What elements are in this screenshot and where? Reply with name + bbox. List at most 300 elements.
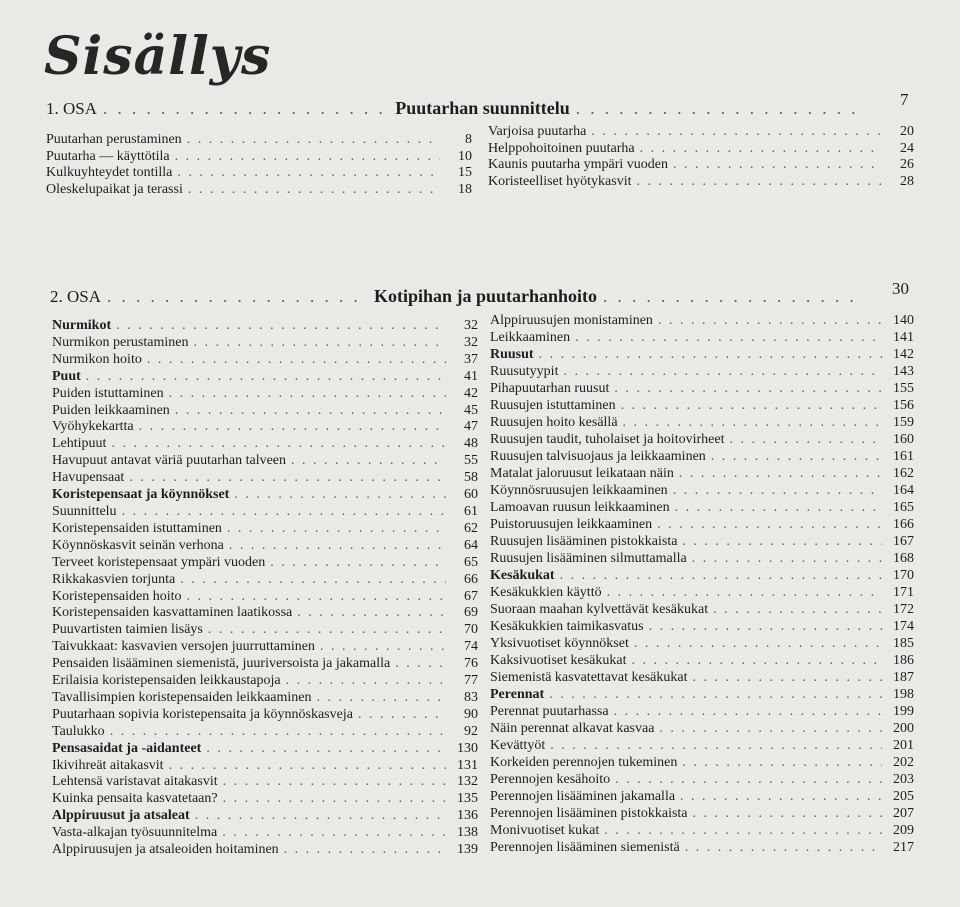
toc-entry-title: Koristepensaiden istuttaminen: [52, 520, 222, 536]
toc-entry: [46, 149, 472, 166]
toc-entry-title: Ikivihreät aitakasvit: [52, 757, 164, 773]
leader-dots: [227, 521, 446, 538]
toc-page-number: 61: [464, 503, 478, 519]
part1-right-column: [488, 124, 914, 190]
leader-dots: [692, 550, 882, 567]
toc-entry-title: Taivukkaat: kasvavien versojen juurruttaminen: [52, 639, 315, 655]
toc-entry-title: Vasta-alkajan työsuunnitelma: [52, 825, 218, 841]
toc-entry: [52, 758, 478, 775]
leader-dots: [640, 141, 882, 158]
toc-page-number: 140: [893, 313, 914, 328]
toc-entry-title: Alppiruusujen monistaminen: [490, 313, 653, 328]
part2-title: Kotipihan ja puutarhanhoito: [373, 286, 598, 306]
toc-page-number: 209: [893, 823, 914, 838]
toc-page-number: 203: [893, 772, 914, 787]
toc-entry: [52, 656, 478, 673]
leader-dots: [675, 499, 882, 516]
leader-dots: [180, 572, 446, 589]
toc-page-number: 55: [464, 453, 478, 469]
toc-entry-title: Vyöhykekartta: [52, 419, 134, 435]
toc-entry: [52, 436, 478, 453]
toc-entry: [52, 403, 478, 420]
toc-page-number: 32: [464, 318, 478, 333]
toc-page-number: 37: [464, 351, 478, 367]
toc-page-number: 130: [457, 740, 478, 756]
leader-dots: [110, 724, 446, 741]
leader-dots: [575, 329, 882, 346]
toc-entry: [490, 771, 914, 788]
toc-entry: [52, 724, 478, 741]
toc-entry: [52, 639, 478, 656]
toc-entry: [52, 521, 478, 538]
toc-page-number: 207: [893, 806, 914, 821]
toc-entry-title: Puutarhan perustaminen: [46, 132, 182, 147]
part1-label: 1. OSA: [46, 99, 98, 118]
toc-entry-title: Koristepensaiden hoito: [52, 588, 182, 604]
toc-entry: [52, 453, 478, 470]
toc-entry-title: Taulukko: [52, 723, 105, 739]
toc-page-number: 186: [893, 653, 914, 668]
toc-entry-title: Terveet koristepensaat ympäri vuoden: [52, 554, 266, 570]
leader-dots: [297, 605, 446, 622]
leader-dots: [188, 182, 440, 199]
leader-dots: [659, 720, 882, 737]
toc-entry: [52, 690, 478, 707]
toc-entry: [490, 720, 914, 737]
toc-entry-title: Puutarhaan sopivia koristepensaita ja köynnöskasveja: [52, 706, 353, 722]
toc-page-number: 10: [458, 148, 472, 164]
toc-entry: [490, 652, 914, 669]
toc-page-number: 199: [893, 704, 914, 719]
leader-dots: [291, 453, 446, 470]
leader-dots: [175, 403, 446, 420]
toc-entry: [488, 141, 914, 158]
toc-entry: [490, 414, 914, 431]
toc-page-number: 26: [900, 157, 914, 172]
toc-entry-title: Ruusujen lisääminen pistokkaista: [490, 534, 678, 549]
leader-dots: [607, 584, 882, 601]
toc-entry-title: Perennojen lisääminen jakamalla: [490, 789, 676, 804]
leader-dots: [186, 589, 446, 606]
leader-dots: [682, 754, 882, 771]
toc-page-number: 132: [457, 774, 478, 790]
part1-page: 7: [900, 90, 909, 109]
toc-entry: [52, 470, 478, 487]
toc-entry-title: Puiden istuttaminen: [52, 385, 164, 401]
leader-dots: [103, 99, 389, 119]
toc-entry: [490, 822, 914, 839]
toc-section-heading: Perennat: [490, 687, 545, 702]
leader-dots: [139, 419, 446, 436]
leader-dots: [658, 312, 882, 329]
leader-dots: [169, 758, 446, 775]
leader-dots: [631, 652, 882, 669]
leader-dots: [208, 622, 446, 639]
leader-dots: [147, 352, 446, 369]
toc-entry: [490, 703, 914, 720]
toc-page-number: 28: [900, 173, 914, 189]
toc-page-number: 24: [900, 140, 914, 156]
toc-entry-title: Kevättyöt: [490, 738, 546, 753]
toc-entry: [52, 825, 478, 842]
toc-page-number: 41: [464, 368, 478, 384]
leader-dots: [549, 686, 882, 703]
leader-dots: [270, 555, 446, 572]
page-title: Sisällys: [44, 26, 272, 87]
toc-section-heading: Pensasaidat ja -aidanteet: [52, 740, 202, 756]
toc-entry: [490, 737, 914, 754]
leader-dots: [729, 431, 882, 448]
toc-page-number: 8: [465, 132, 472, 147]
leader-dots: [621, 397, 882, 414]
toc-page-number: 185: [893, 636, 914, 651]
toc-page-number: 42: [464, 385, 478, 401]
toc-entry-title: Puistoruusujen leikkaaminen: [490, 517, 653, 532]
toc-page-number: 165: [893, 500, 914, 515]
toc-entry: [46, 165, 472, 182]
part2-header: [50, 286, 870, 307]
leader-dots: [175, 149, 440, 166]
toc-entry: [490, 448, 914, 465]
toc-entry-title: Ruusutyypit: [490, 364, 559, 379]
toc-entry: [490, 601, 914, 618]
toc-entry-title: Siemenistä kasvatettavat kesäkukat: [490, 670, 688, 685]
leader-dots: [657, 516, 882, 533]
toc-section-heading: Koristepensaat ja köynnökset: [52, 487, 230, 503]
leader-dots: [320, 639, 446, 656]
leader-dots: [122, 504, 446, 521]
toc-page-number: 142: [893, 347, 914, 362]
toc-entry: [490, 431, 914, 448]
leader-dots: [614, 703, 882, 720]
leader-dots: [634, 635, 882, 652]
toc-entry: [52, 774, 478, 791]
toc-entry-title: Helppohoitoinen puutarha: [488, 140, 635, 156]
toc-entry: [490, 533, 914, 550]
toc-entry-title: Korkeiden perennojen tukeminen: [490, 755, 678, 770]
toc-page-number: 162: [893, 466, 914, 481]
toc-entry: [52, 842, 478, 859]
toc-entry: [490, 618, 914, 635]
toc-entry: [490, 499, 914, 516]
leader-dots: [187, 132, 440, 149]
toc-entry-title: Kuinka pensaita kasvatetaan?: [52, 791, 218, 807]
toc-entry: [490, 754, 914, 771]
toc-page-number: 201: [893, 738, 914, 753]
toc-entry-title: Ruusujen talvisuojaus ja leikkaaminen: [490, 449, 706, 464]
toc-page-number: 70: [464, 622, 478, 638]
toc-page-number: 77: [464, 673, 478, 689]
leader-dots: [713, 601, 882, 618]
toc-page-number: 45: [464, 402, 478, 418]
leader-dots: [116, 318, 446, 335]
toc-entry-title: Köynnöskasvit seinän verhona: [52, 537, 224, 553]
toc-entry-title: Puuvartisten taimien lisäys: [52, 622, 203, 638]
toc-entry-title: Nurmikon perustaminen: [52, 334, 189, 350]
leader-dots: [563, 363, 882, 380]
toc-page-number: 174: [893, 619, 914, 634]
toc-entry: [490, 363, 914, 380]
toc-entry: [490, 380, 914, 397]
toc-entry: [490, 346, 914, 363]
toc-page-number: 205: [893, 789, 914, 804]
toc-entry-title: Rikkakasvien torjunta: [52, 571, 176, 587]
leader-dots: [550, 737, 882, 754]
part2-page: 30: [892, 279, 909, 298]
toc-page-number: 167: [893, 534, 914, 549]
toc-entry-title: Perennojen kesähoito: [490, 772, 611, 787]
toc-page-number: 166: [893, 517, 914, 532]
toc-entry-title: Lehtipuut: [52, 436, 107, 452]
leader-dots: [169, 386, 446, 403]
toc-entry: [488, 124, 914, 141]
toc-page-number: 74: [464, 639, 478, 655]
toc-entry-title: Suunnittelu: [52, 503, 117, 519]
toc-page-number: 47: [464, 419, 478, 435]
part1-left-column: [46, 132, 472, 198]
toc-entry: [52, 589, 478, 606]
toc-section-heading: Kesäkukat: [490, 568, 555, 583]
toc-page-number: 48: [464, 436, 478, 452]
leader-dots: [223, 791, 446, 808]
toc-section-heading: Nurmikot: [52, 318, 112, 333]
toc-entry: [52, 741, 478, 758]
toc-entry-title: Oleskelupaikat ja terassi: [46, 181, 183, 197]
leader-dots: [229, 538, 446, 555]
toc-page-number: 172: [893, 602, 914, 617]
leader-dots: [623, 414, 882, 431]
toc-page-number: 143: [893, 364, 914, 379]
leader-dots: [673, 157, 882, 174]
toc-entry-title: Köynnösruusujen leikkaaminen: [490, 483, 668, 498]
toc-page-number: 159: [893, 415, 914, 430]
toc-entry: [52, 369, 478, 386]
toc-page-number: 135: [457, 791, 478, 807]
toc-entry: [490, 516, 914, 533]
toc-page-number: 139: [457, 842, 478, 858]
toc-entry-title: Lehtensä varistavat aitakasvit: [52, 774, 218, 790]
leader-dots: [206, 741, 446, 758]
toc-entry: [490, 584, 914, 601]
toc-entry-title: Havupuut antavat väriä puutarhan talveen: [52, 453, 287, 469]
toc-entry-title: Kesäkukkien taimikasvatus: [490, 619, 644, 634]
toc-entry-title: Leikkaaminen: [490, 330, 571, 345]
toc-entry: [52, 386, 478, 403]
leader-dots: [649, 618, 882, 635]
toc-entry-title: Puiden leikkaaminen: [52, 402, 170, 418]
leader-dots: [129, 470, 446, 487]
leader-dots: [107, 287, 368, 307]
toc-section-heading: Puut: [52, 368, 81, 384]
leader-dots: [177, 165, 440, 182]
toc-page-number: 171: [893, 585, 914, 600]
toc-page-number: 164: [893, 483, 914, 498]
toc-page-number: 67: [464, 588, 478, 604]
toc-entry-title: Koristepensaiden kasvattaminen laatikossa: [52, 605, 293, 621]
toc-page-number: 65: [464, 554, 478, 570]
part1-title: Puutarhan suunnittelu: [395, 98, 570, 118]
toc-entry: [52, 605, 478, 622]
toc-entry: [490, 686, 914, 703]
leader-dots: [222, 825, 446, 842]
toc-entry-title: Matalat jaloruusut leikataan näin: [490, 466, 674, 481]
leader-dots: [539, 346, 882, 363]
toc-entry: [490, 397, 914, 414]
toc-entry: [46, 182, 472, 199]
toc-entry: [490, 635, 914, 652]
toc-page-number: 168: [893, 551, 914, 566]
toc-entry: [52, 538, 478, 555]
toc-entry: [488, 174, 914, 191]
toc-page-number: 155: [893, 381, 914, 396]
toc-entry: [52, 622, 478, 639]
toc-entry: [52, 419, 478, 436]
toc-page-number: 32: [464, 334, 478, 350]
toc-page-number: 18: [458, 181, 472, 197]
toc-page-number: 141: [893, 330, 914, 345]
leader-dots: [615, 771, 882, 788]
toc-entry-title: Havupensaat: [52, 470, 125, 486]
toc-entry-title: Lamoavan ruusun leikkaaminen: [490, 500, 670, 515]
toc-entry-title: Perennojen lisääminen siemenistä: [490, 840, 680, 855]
toc-entry: [52, 707, 478, 724]
toc-section-heading: Ruusut: [490, 347, 534, 362]
toc-entry-title: Perennojen lisääminen pistokkaista: [490, 806, 688, 821]
toc-page-number: 160: [893, 432, 914, 447]
toc-entry-title: Puutarha — käyttötila: [46, 148, 170, 164]
toc-page-number: 170: [893, 568, 914, 583]
toc-page-number: 198: [893, 687, 914, 702]
leader-dots: [682, 533, 882, 550]
leader-dots: [711, 448, 882, 465]
toc-page-number: 69: [464, 605, 478, 621]
toc-entry: [490, 805, 914, 822]
toc-page-number: 20: [900, 124, 914, 139]
toc-entry-title: Ruusujen istuttaminen: [490, 398, 616, 413]
toc-entry-title: Monivuotiset kukat: [490, 823, 600, 838]
leader-dots: [358, 707, 446, 724]
toc-entry: [52, 572, 478, 589]
toc-entry-title: Tavallisimpien koristepensaiden leikkaaminen: [52, 689, 312, 705]
leader-dots: [679, 465, 882, 482]
toc-entry: [52, 791, 478, 808]
toc-page-number: 60: [464, 487, 478, 503]
toc-page-number: 200: [893, 721, 914, 736]
leader-dots: [673, 482, 882, 499]
leader-dots: [604, 822, 882, 839]
toc-entry: [490, 329, 914, 346]
toc-section-heading: Alppiruusut ja atsaleat: [52, 808, 190, 824]
toc-entry-title: Kaksivuotiset kesäkukat: [490, 653, 627, 668]
toc-entry-title: Kaunis puutarha ympäri vuoden: [488, 157, 669, 172]
toc-entry: [490, 482, 914, 499]
toc-entry: [490, 312, 914, 329]
leader-dots: [223, 774, 446, 791]
toc-entry-title: Ruusujen taudit, tuholaiset ja hoitovirheet: [490, 432, 725, 447]
toc-entry-title: Kulkuyhteydet tontilla: [46, 165, 173, 180]
toc-entry: [490, 465, 914, 482]
toc-page-number: 58: [464, 470, 478, 486]
toc-page-number: 83: [464, 689, 478, 705]
toc-entry-title: Näin perennat alkavat kasvaa: [490, 721, 655, 736]
toc-entry: [46, 132, 472, 149]
toc-entry-title: Erilaisia koristepensaiden leikkaustapoja: [52, 673, 281, 689]
part1-header: [46, 98, 868, 119]
leader-dots: [284, 842, 446, 859]
toc-entry-title: Koristeelliset hyötykasvit: [488, 173, 632, 189]
toc-entry-title: Pensaiden lisääminen siemenistä, juuriversoista ja jakamalla: [52, 656, 391, 672]
toc-page-number: 76: [464, 656, 478, 672]
leader-dots: [86, 369, 446, 386]
toc-entry: [52, 335, 478, 352]
toc-entry: [52, 504, 478, 521]
toc-entry: [490, 788, 914, 805]
leader-dots: [636, 174, 882, 191]
leader-dots: [685, 839, 882, 856]
toc-page-number: 202: [893, 755, 914, 770]
toc-entry: [490, 669, 914, 686]
toc-entry: [488, 157, 914, 174]
toc-entry: [490, 550, 914, 567]
leader-dots: [576, 99, 862, 119]
leader-dots: [317, 690, 447, 707]
leader-dots: [591, 124, 882, 141]
toc-entry-title: Perennat puutarhassa: [490, 704, 609, 719]
leader-dots: [680, 788, 882, 805]
toc-page-number: 64: [464, 537, 478, 553]
leader-dots: [395, 656, 446, 673]
toc-entry-title: Alppiruusujen ja atsaleoiden hoitaminen: [52, 842, 279, 858]
toc-entry-title: Kesäkukkien käyttö: [490, 585, 602, 600]
leader-dots: [193, 335, 446, 352]
toc-page-number: 161: [893, 449, 914, 464]
part2-right-column: [490, 312, 914, 856]
toc-page-number: 131: [457, 757, 478, 773]
toc-entry: [52, 352, 478, 369]
toc-entry: [52, 318, 478, 335]
toc-page-number: 66: [464, 571, 478, 587]
leader-dots: [195, 808, 446, 825]
toc-page-number: 156: [893, 398, 914, 413]
toc-entry: [52, 555, 478, 572]
toc-page-number: 136: [457, 808, 478, 824]
leader-dots: [111, 436, 446, 453]
toc-entry: [490, 567, 914, 584]
toc-entry-title: Nurmikon hoito: [52, 351, 142, 367]
leader-dots: [286, 673, 446, 690]
toc-entry-title: Ruusujen hoito kesällä: [490, 415, 618, 430]
toc-entry: [52, 673, 478, 690]
part2-left-column: [52, 318, 478, 859]
leader-dots: [693, 805, 882, 822]
leader-dots: [614, 380, 882, 397]
toc-page-number: 15: [458, 165, 472, 180]
toc-entry: [52, 487, 478, 504]
toc-entry-title: Pihapuutarhan ruusut: [490, 381, 610, 396]
toc-page-number: 217: [893, 840, 914, 855]
leader-dots: [693, 669, 883, 686]
toc-entry: [52, 808, 478, 825]
toc-entry-title: Yksivuotiset köynnökset: [490, 636, 629, 651]
toc-entry-title: Varjoisa puutarha: [488, 124, 587, 139]
toc-entry: [490, 839, 914, 856]
leader-dots: [234, 487, 446, 504]
toc-page-number: 187: [893, 670, 914, 685]
part2-label: 2. OSA: [50, 287, 102, 306]
toc-page-number: 62: [464, 520, 478, 536]
toc-entry-title: Suoraan maahan kylvettävät kesäkukat: [490, 602, 709, 617]
toc-page-number: 90: [464, 706, 478, 722]
